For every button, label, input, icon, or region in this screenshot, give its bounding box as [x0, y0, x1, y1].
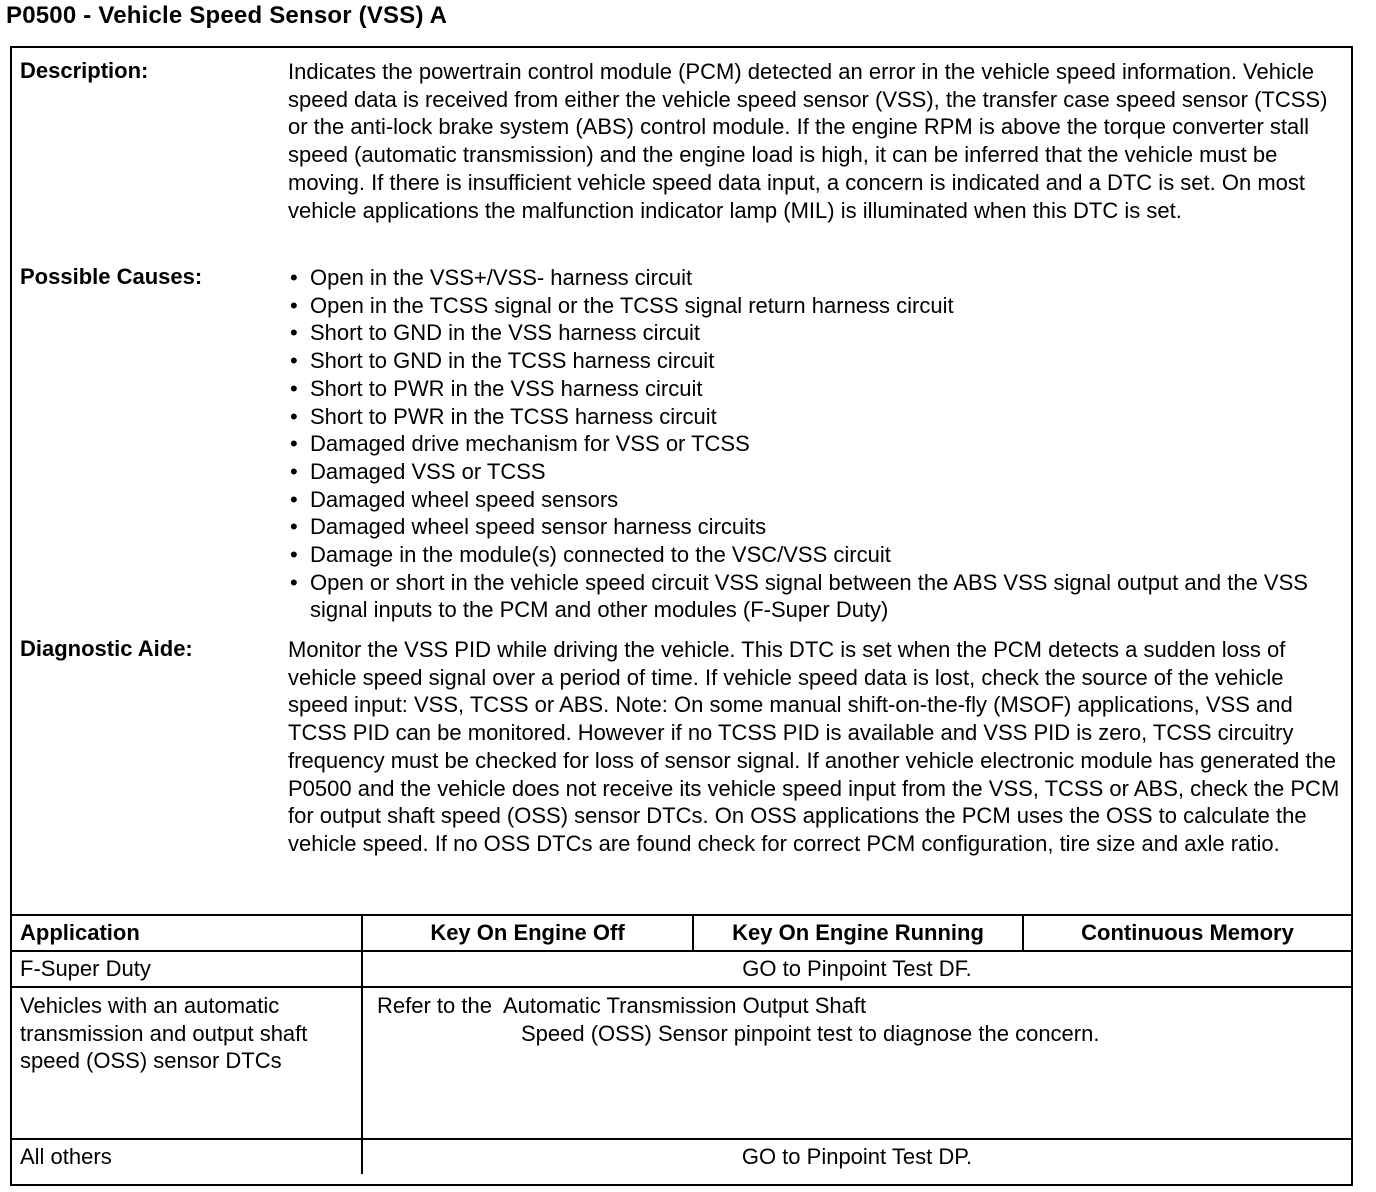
dtc-info-box — [10, 46, 1353, 1186]
header-key-on-engine-running: Key On Engine Running — [693, 915, 1023, 951]
list-item: • Short to PWR in the TCSS harness circuit — [288, 403, 1343, 431]
application-cell: F-Super Duty — [12, 951, 362, 987]
header-application: Application — [12, 915, 362, 951]
table-row — [12, 987, 1351, 1139]
list-item: • Damaged drive mechanism for VSS or TCSS — [288, 430, 1343, 458]
list-item: • Open in the VSS+/VSS- harness circuit — [288, 264, 1343, 292]
list-item: • Damaged VSS or TCSS — [288, 458, 1343, 486]
list-item: • Short to GND in the VSS harness circuit — [288, 319, 1343, 347]
action-cell: GO to Pinpoint Test DF. — [362, 951, 1351, 987]
application-cell: All others — [12, 1139, 362, 1174]
action-cell — [362, 987, 1351, 1139]
table-row — [12, 951, 1351, 987]
table-row — [12, 1139, 1351, 1174]
diagnostic-aide-label: Diagnostic Aide: — [20, 636, 193, 661]
action-cell: GO to Pinpoint Test DP. — [362, 1139, 1351, 1174]
table-header-row — [12, 915, 1351, 951]
page-title: P0500 - Vehicle Speed Sensor (VSS) A — [6, 2, 448, 29]
list-item: • Short to PWR in the VSS harness circuit — [288, 375, 1343, 403]
application-cell: Vehicles with an automatic transmission and output shaft speed (OSS) sensor DTCs — [12, 987, 362, 1139]
application-table — [12, 914, 1351, 1174]
list-item: • Open in the TCSS signal or the TCSS signal return harness circuit — [288, 292, 1343, 320]
header-key-on-engine-off: Key On Engine Off — [362, 915, 693, 951]
action-text-line-2: Speed (OSS) Sensor pinpoint test to diagnose the concern. — [521, 1020, 1100, 1046]
dtc-details — [12, 48, 1351, 914]
list-item: • Open or short in the vehicle speed circuit VSS signal between the ABS VSS signal output and the VSS signal inputs to the PCM and other modules (F-Super Duty) — [288, 569, 1343, 624]
description-text: Indicates the powertrain control module (PCM) detected an error in the vehicle speed information. Vehicle speed data is received from either the vehicle speed sensor (VSS), the transfer case speed sensor (TCSS) or the anti-lock brake system (ABS) control module. If the engine RPM is above the torque converter stall speed (automatic transmission) and the engine load is high, it can be inferred that the vehicle must be moving. If there is insufficient vehicle speed data input, a concern is indicated and a DTC is set. On most vehicle applications the malfunction indicator lamp (MIL) is illuminated when this DTC is set. — [288, 59, 1328, 223]
list-item: • Short to GND in the TCSS harness circuit — [288, 347, 1343, 375]
header-continuous-memory: Continuous Memory — [1023, 915, 1351, 951]
action-text-line-1: Refer to the Automatic Transmission Output Shaft — [377, 993, 867, 1018]
list-item: • Damaged wheel speed sensors — [288, 486, 1343, 514]
possible-causes-list — [288, 264, 1343, 624]
list-item: • Damage in the module(s) connected to the VSC/VSS circuit — [288, 541, 1343, 569]
description-label: Description: — [20, 58, 149, 83]
list-item: • Damaged wheel speed sensor harness circuits — [288, 513, 1343, 541]
diagnostic-aide-text: Monitor the VSS PID while driving the vehicle. This DTC is set when the PCM detects a sudden loss of vehicle speed signal over a period of time. If vehicle speed data is lost, check the source of the vehicle speed input: VSS, TCSS or ABS. Note: On some manual shift-on-the-fly (MSOF) applications, VSS and TCSS PID can be monitored. However if no TCSS PID is available and VSS PID is zero, TCSS circuitry frequency must be checked for loss of sensor signal. If another vehicle electronic module has generated the P0500 and the vehicle does not receive its vehicle speed input from the VSS, TCSS or ABS, check the PCM for output shaft speed (OSS) sensor DTCs. On OSS applications the PCM uses the OSS to calculate the vehicle speed. If no OSS DTCs are found check for correct PCM configuration, tire size and axle ratio. — [288, 637, 1340, 856]
possible-causes-label: Possible Causes: — [20, 264, 203, 289]
